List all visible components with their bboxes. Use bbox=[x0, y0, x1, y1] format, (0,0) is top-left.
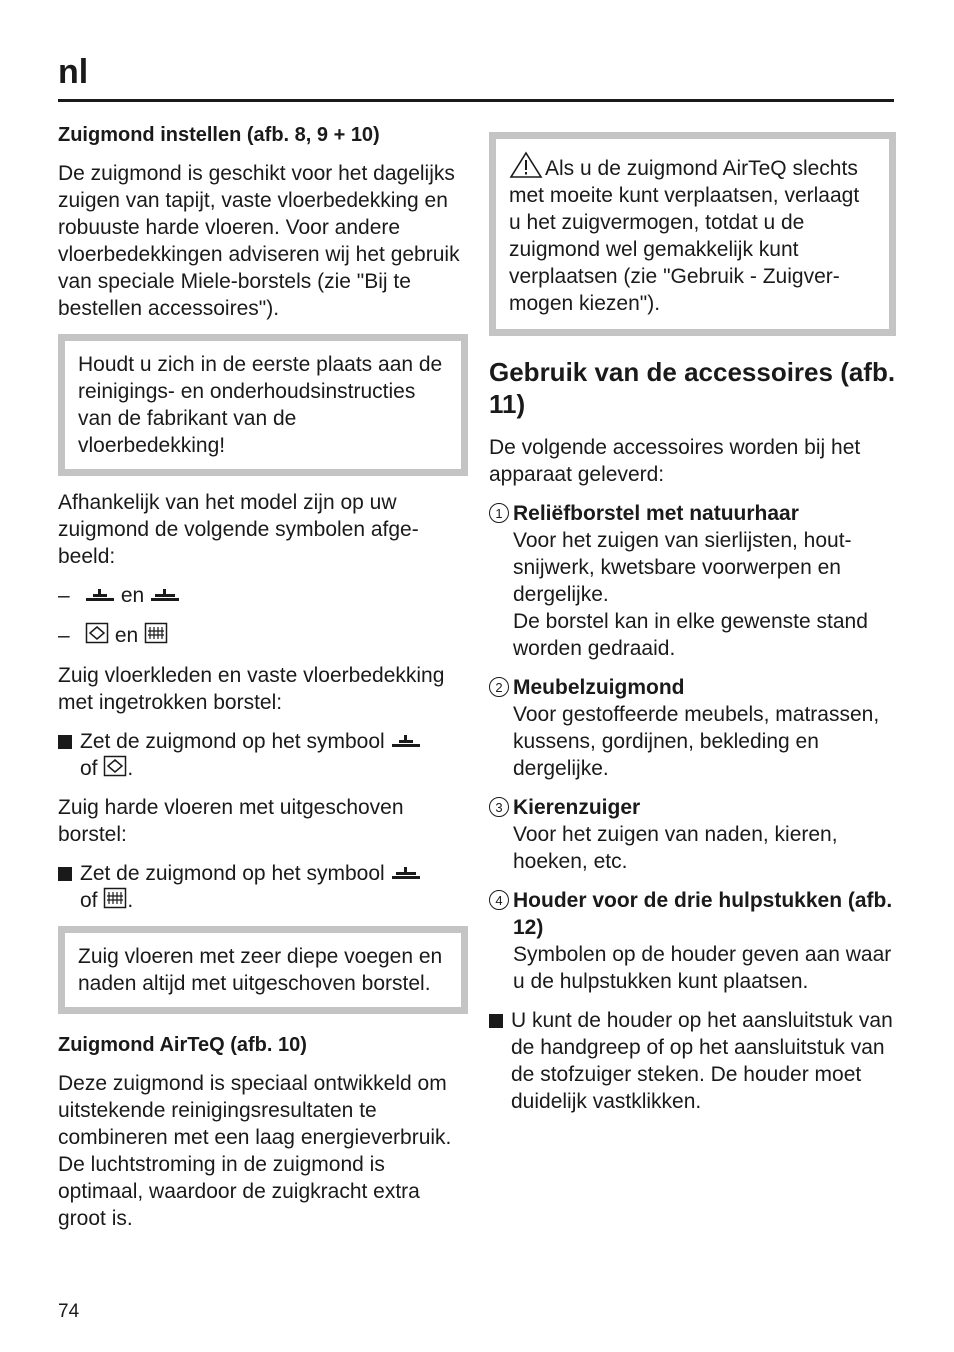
item-description: Voor het zuigen van sierlijsten, houtsnijwerk, kwetsbare voorwerpen en dergelijke. bbox=[513, 529, 852, 606]
carpet-instruction: Zuig vloerkleden en vaste vloerbedekking met ingetrokken borstel: bbox=[58, 664, 445, 714]
holder-instruction-text: U kunt de houder op het aansluitstuk van de handgreep of op het aansluitstuk van de stofzuiger steken. De houder moet duidelijk vastklikken. bbox=[511, 1009, 893, 1113]
accessory-item bbox=[489, 500, 896, 662]
note-box-floorcovering bbox=[58, 334, 468, 476]
item-number: 1 bbox=[489, 503, 509, 523]
or-label: of bbox=[80, 889, 98, 912]
dash-marker: – bbox=[58, 624, 70, 647]
brush-extended-icon bbox=[150, 586, 180, 604]
brush-extended-icon bbox=[391, 864, 421, 882]
item-title: Kierenzuiger bbox=[513, 796, 641, 819]
note-text: Houdt u zich in de eerste plaats aan de reinigings- en onderhoudsinstructies van de fabrikant van de vloerbedekking! bbox=[78, 353, 443, 457]
warning-box bbox=[489, 132, 896, 336]
hard-floor-instruction: Zuig harde vloeren met uitgeschoven borstel: bbox=[58, 796, 404, 846]
brush-retracted-icon bbox=[391, 732, 421, 750]
item-description-2: De borstel kan in elke gewenste stand worden gedraaid. bbox=[513, 610, 868, 660]
carpet-icon bbox=[103, 755, 127, 777]
accessory-item bbox=[489, 674, 896, 782]
step-text: Zet de zuigmond op het symbool bbox=[80, 730, 385, 753]
step-text: Zet de zuigmond op het symbool bbox=[80, 862, 385, 885]
step-hard-floor: Zet de zuigmond op het symbool of . bbox=[58, 860, 468, 914]
note-text: Zuig vloeren met zeer diepe voegen en naden altijd met uitgeschoven borstel. bbox=[78, 945, 443, 995]
accessories-heading: Gebruik van de accessoires (afb. 11) bbox=[489, 357, 896, 419]
warning-text: Als u de zuigmond AirTeQ slechts met moeite kunt verplaatsen, verlaagt u het zuigvermogen, totdat u de zuigmond wel gemakkelijk kunt verplaatsen (zie "Gebruik - Zuigvermogen kiezen"). bbox=[509, 157, 860, 315]
hard-floor-icon bbox=[103, 887, 127, 909]
left-column bbox=[58, 122, 468, 1244]
symbols-intro: Afhankelijk van het model zijn op uw zuigmond de volgende symbolen afgebeeld: bbox=[58, 491, 419, 568]
bullet-square bbox=[58, 867, 72, 881]
header-rule bbox=[58, 99, 894, 102]
bullet-square bbox=[58, 735, 72, 749]
carpet-icon bbox=[85, 622, 109, 644]
or-label: of bbox=[80, 757, 98, 780]
item-title: Meubelzuigmond bbox=[513, 676, 685, 699]
language-code: nl bbox=[58, 53, 89, 91]
bullet-square bbox=[489, 1014, 503, 1028]
accessory-item bbox=[489, 887, 896, 995]
right-column bbox=[489, 132, 896, 1127]
item-title: Houder voor de drie hulpstukken (afb. 12) bbox=[513, 889, 893, 939]
step-carpet: Zet de zuigmond op het symbool of . bbox=[58, 728, 468, 782]
and-label: en bbox=[114, 624, 139, 647]
item-title: Reliëfborstel met natuurhaar bbox=[513, 502, 799, 525]
airteq-paragraph: Deze zuigmond is speciaal ontwikkeld om uitstekende reinigingsresultaten te combineren met een laag energieverbruik. De luchtstroming in de zuigmond is optimaal, waardoor de zuigkracht extra groot is. bbox=[58, 1072, 452, 1230]
warning-triangle-icon bbox=[509, 151, 543, 179]
item-description: Symbolen op de houder geven aan waar u de hulpstukken kunt plaatsen. bbox=[513, 943, 892, 993]
hard-floor-icon bbox=[144, 622, 168, 644]
dash-marker: – bbox=[58, 584, 70, 607]
symbol-pair-1 bbox=[58, 582, 468, 609]
item-description: Voor gestoffeerde meubels, matrassen, kussens, gordijnen, bekleding en dergelijke. bbox=[513, 703, 880, 780]
section-title-nozzle-setting: Zuigmond instellen (afb. 8, 9 + 10) bbox=[58, 124, 380, 146]
intro-paragraph: De zuigmond is geschikt voor het dagelijks zuigen van tapijt, vaste vloerbedekking en robuuste harde vloeren. Voor andere vloerbedekkingen adviseren wij het gebruik van speciale Miele-borstels (zie "Bij te bestellen accessoires"). bbox=[58, 162, 460, 320]
page-number: 74 bbox=[58, 1301, 80, 1322]
section-title-airteq: Zuigmond AirTeQ (afb. 10) bbox=[58, 1034, 307, 1056]
item-number: 4 bbox=[489, 890, 509, 910]
item-description: Voor het zuigen van naden, kieren, hoeken, etc. bbox=[513, 823, 838, 873]
accessory-item bbox=[489, 794, 896, 875]
holder-instruction bbox=[489, 1007, 896, 1115]
accessories-intro: De volgende accessoires worden bij het apparaat geleverd: bbox=[489, 436, 861, 486]
item-number: 2 bbox=[489, 677, 509, 697]
brush-retracted-icon bbox=[85, 586, 115, 604]
item-number: 3 bbox=[489, 797, 509, 817]
symbol-pair-2 bbox=[58, 622, 468, 649]
note-box-deep-joints bbox=[58, 926, 468, 1014]
and-label: en bbox=[120, 584, 145, 607]
